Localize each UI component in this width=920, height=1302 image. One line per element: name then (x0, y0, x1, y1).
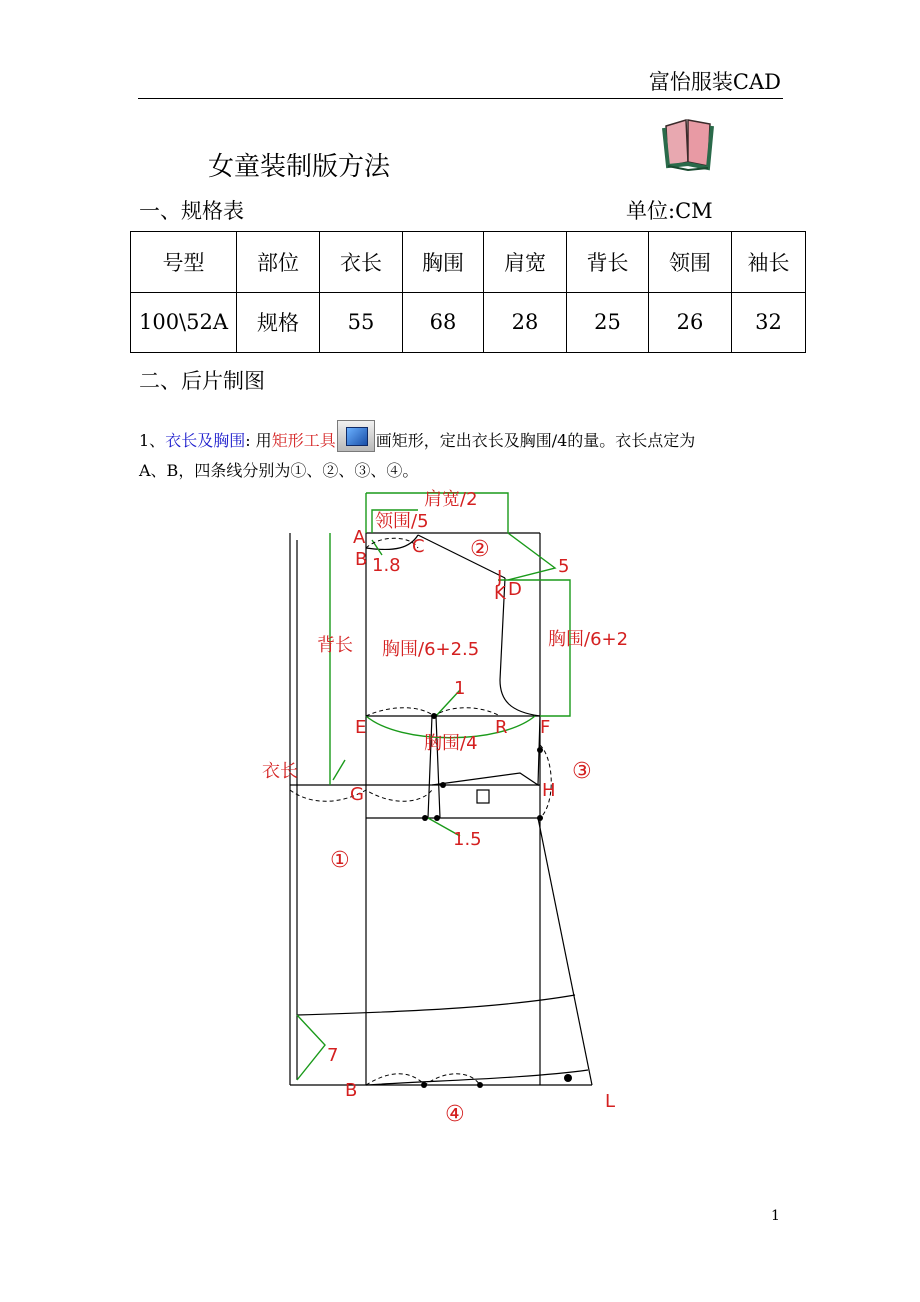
table-header-cell: 胸围 (403, 232, 484, 293)
label-K: K (494, 583, 506, 604)
label-neck: 领围/5 (375, 511, 429, 532)
table-cell: 32 (732, 292, 806, 353)
table-cell: 25 (567, 292, 649, 353)
label-five: 5 (558, 556, 570, 577)
unit-label: 单位:CM (626, 199, 713, 223)
label-1-5: 1.5 (453, 829, 482, 850)
label-1-8: 1.8 (372, 555, 401, 576)
label-chest-6: 胸围/6+2.5 (382, 639, 480, 660)
label-E: E (355, 717, 367, 738)
header-title: 富怡服装CAD (648, 70, 781, 94)
tool-name: 矩形工具 (271, 431, 336, 450)
label-G: G (350, 784, 364, 805)
table-header-cell: 号型 (131, 232, 237, 293)
section1-heading: 一、规格表 (139, 199, 244, 223)
table-cell: 55 (320, 292, 403, 353)
table-header-cell: 衣长 (320, 232, 403, 293)
label-F: F (540, 717, 551, 738)
label-one: 1 (454, 678, 466, 699)
table-header-cell: 袖长 (732, 232, 806, 293)
label-R: R (495, 717, 508, 738)
label-length: 衣长 (262, 761, 298, 782)
step-text-2: A、B，四条线分别为①、②、③、④。 (139, 461, 419, 480)
label-B-top: B (355, 549, 368, 570)
label-D: D (508, 579, 522, 600)
label-circle-3: ③ (572, 759, 592, 784)
label-B-bottom: B (345, 1080, 358, 1101)
label-chest-6-2: 胸围/6+2 (548, 629, 629, 650)
label-A: A (353, 527, 366, 548)
label-shoulder: 肩宽/2 (424, 489, 478, 510)
label-circle-2: ② (470, 537, 490, 562)
table-cell: 68 (403, 292, 484, 353)
step-text-1: 画矩形，定出衣长及胸围/4的量。衣长点定为 (375, 431, 696, 450)
label-chest-4: 胸围/4 (424, 733, 478, 754)
table-cell: 26 (649, 292, 732, 353)
section2-heading: 二、后片制图 (139, 369, 265, 393)
table-cell: 规格 (237, 292, 320, 353)
label-L: L (605, 1091, 616, 1112)
label-circle-4: ④ (445, 1102, 465, 1127)
table-cell: 100\52A (131, 292, 237, 353)
label-back-length: 背长 (317, 635, 353, 656)
label-seven: 7 (327, 1045, 339, 1066)
table-header-cell: 背长 (567, 232, 649, 293)
label-circle-1: ① (330, 848, 350, 873)
step-term: 衣长及胸围 (165, 431, 246, 450)
table-cell: 28 (484, 292, 567, 353)
label-H: H (542, 780, 556, 801)
label-J: J (497, 567, 503, 588)
step-colon: : 用 (245, 431, 272, 450)
table-header-cell: 部位 (237, 232, 320, 293)
table-header-cell: 领围 (649, 232, 732, 293)
step-number: 1、 (139, 431, 166, 450)
table-header-cell: 肩宽 (484, 232, 567, 293)
label-C: C (412, 536, 425, 557)
page-number: 1 (771, 1208, 780, 1224)
document-title: 女童装制版方法 (208, 152, 391, 182)
